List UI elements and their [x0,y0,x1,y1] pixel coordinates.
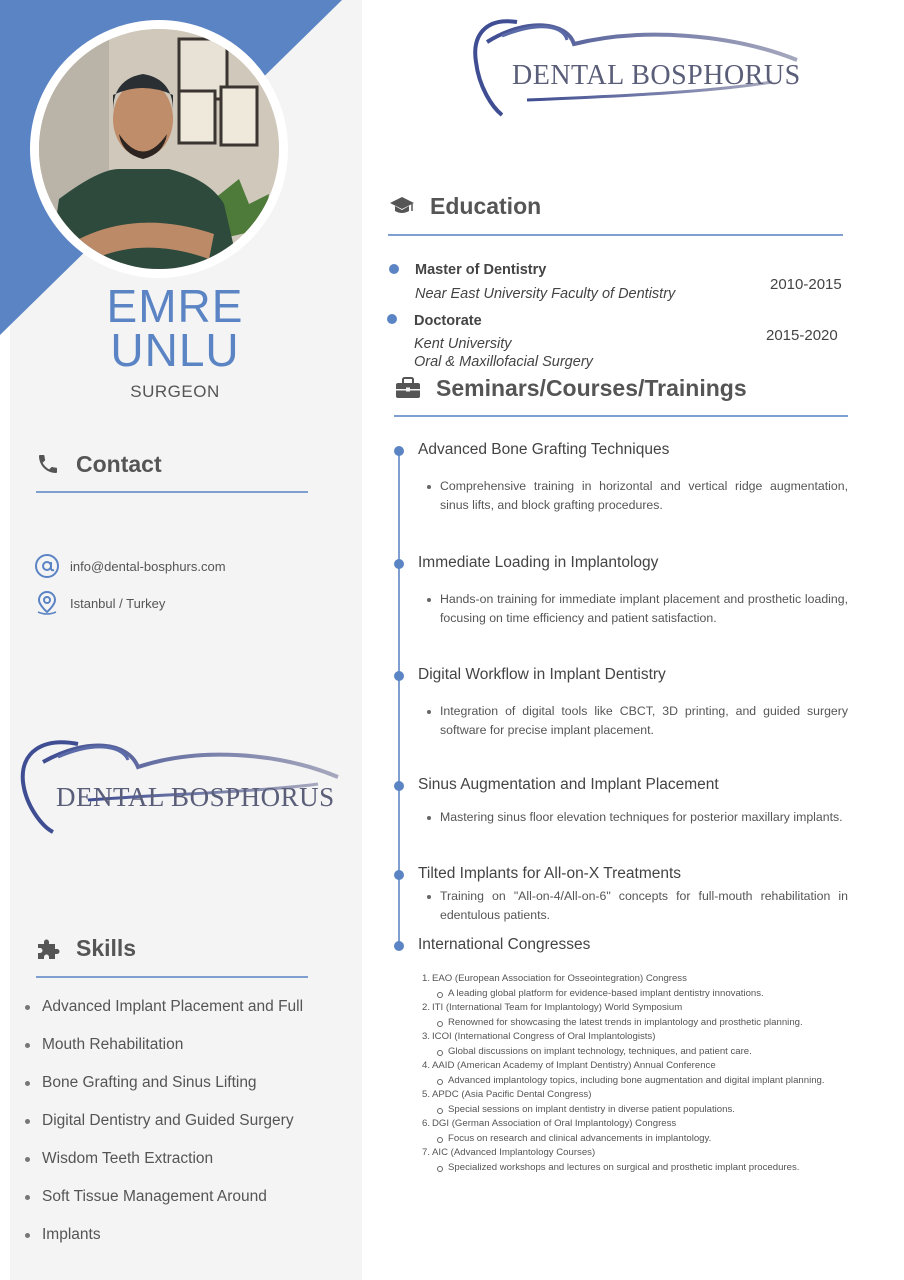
education-years: 2010-2015 [770,276,842,293]
contact-location-row [34,590,165,616]
puzzle-icon [34,934,62,962]
course-title: International Congresses [418,936,591,953]
education-item [414,313,593,370]
congress-item: 7. AIC (Advanced Implantology Courses) [422,1147,596,1158]
course-description: Mastering sinus floor elevation techniques for posterior maxillary implants. [426,808,848,827]
course-description: Training on "All-on-4/All-on-6" concepts for full-mouth rehabilitation in edentulous patients. [426,887,848,924]
timeline-dot [394,446,404,456]
skill-item: Soft Tissue Management Around [22,1178,356,1216]
congress-detail: A leading global platform for evidence-based implant dentistry innovations. [422,987,852,1002]
education-heading-text: Education [430,192,542,219]
course-title: Immediate Loading in Implantology [418,554,659,571]
contact-email[interactable]: info@dental-bosphurs.com [70,558,226,574]
skill-item: Wisdom Teeth Extraction [22,1140,356,1178]
congress-detail: Advanced implantology topics, including bone augmentation and digital implant planning. [422,1074,852,1089]
course-description: Hands-on training for immediate implant placement and prosthetic loading, focusing on time efficiency and patient satisfaction. [426,590,848,627]
phone-icon [34,450,62,478]
contact-heading [34,450,162,478]
education-bullet [387,314,397,324]
skills-heading [34,934,136,962]
at-sign-icon [34,553,60,579]
contact-heading-text: Contact [76,450,162,477]
first-name: EMRE [106,280,244,332]
skills-heading-text: Skills [76,934,137,961]
course-description: Comprehensive training in horizontal and vertical ridge augmentation, sinus lifts, and block grafting procedures. [426,477,848,514]
timeline-dot [394,870,404,880]
congress-item: 1. EAO (European Association for Osseointegration) Congress [422,973,687,984]
course-title: Digital Workflow in Implant Dentistry [418,666,666,683]
education-field: Oral & Maxillofacial Surgery [414,354,593,370]
timeline-dot [394,559,404,569]
seminars-heading [394,374,747,402]
briefcase-icon [394,374,422,402]
seminars-divider [394,415,848,417]
timeline-dot [394,781,404,791]
congress-detail: Special sessions on implant dentistry in diverse patient populations. [422,1103,852,1118]
education-years: 2015-2020 [766,327,838,344]
congress-detail: Focus on research and clinical advancements in implantology. [422,1132,852,1147]
profile-photo [39,29,279,269]
location-pin-icon [34,590,60,616]
header-logo-text: DENTAL BOSPHORUS [512,60,801,91]
job-title: SURGEON [130,382,220,401]
skills-list [22,988,356,1254]
education-divider [388,234,843,236]
education-school: Kent University [414,336,512,352]
congress-item: 2. ITI (International Team for Implantology) World Symposium [422,1002,683,1013]
sidebar-logo [18,732,348,842]
timeline-dot [394,671,404,681]
sidebar-logo-text: DENTAL BOSPHORUS [56,782,335,812]
course-title: Advanced Bone Grafting Techniques [418,441,670,458]
skill-item: Digital Dentistry and Guided Surgery [22,1102,356,1140]
congress-item: 6. DGI (German Association of Oral Implantology) Congress [422,1118,677,1129]
congress-detail: Global discussions on implant technology, techniques, and patient care. [422,1045,852,1060]
congress-detail: Specialized workshops and lectures on surgical and prosthetic implant procedures. [422,1161,852,1176]
congress-list [422,972,852,1175]
education-degree: Master of Dentistry [415,262,547,278]
course-title: Sinus Augmentation and Implant Placement [418,776,719,793]
education-heading [388,192,541,220]
header-logo [472,12,802,122]
contact-divider [36,491,308,493]
skill-item: Bone Grafting and Sinus Lifting [22,1064,356,1102]
skill-item: Advanced Implant Placement and Full [22,988,356,1026]
course-title: Tilted Implants for All-on-X Treatments [418,865,682,882]
education-bullet [389,264,399,274]
congress-detail: Renowned for showcasing the latest trends in implantology and prosthetic planning. [422,1016,852,1031]
congress-item: 4. AAID (American Academy of Implant Dentistry) Annual Conference [422,1060,716,1071]
contact-location: Istanbul / Turkey [70,595,166,611]
education-item [415,262,675,302]
skills-divider [36,976,308,978]
course-description: Integration of digital tools like CBCT, 3D printing, and guided surgery software for precise implant placement. [426,702,848,739]
education-school: Near East University Faculty of Dentistry [415,286,676,302]
graduation-cap-icon [388,192,416,220]
skill-item-continued: Implants [22,1216,356,1254]
seminars-heading-text: Seminars/Courses/Trainings [436,374,747,401]
timeline-dot [394,941,404,951]
congress-item: 3. ICOI (International Congress of Oral Implantologists) [422,1031,656,1042]
congress-item: 5. APDC (Asia Pacific Dental Congress) [422,1089,592,1100]
last-name: UNLU [110,324,240,376]
contact-email-row [34,553,226,579]
education-degree: Doctorate [414,313,482,329]
skill-item-continued: Mouth Rehabilitation [22,1026,356,1064]
